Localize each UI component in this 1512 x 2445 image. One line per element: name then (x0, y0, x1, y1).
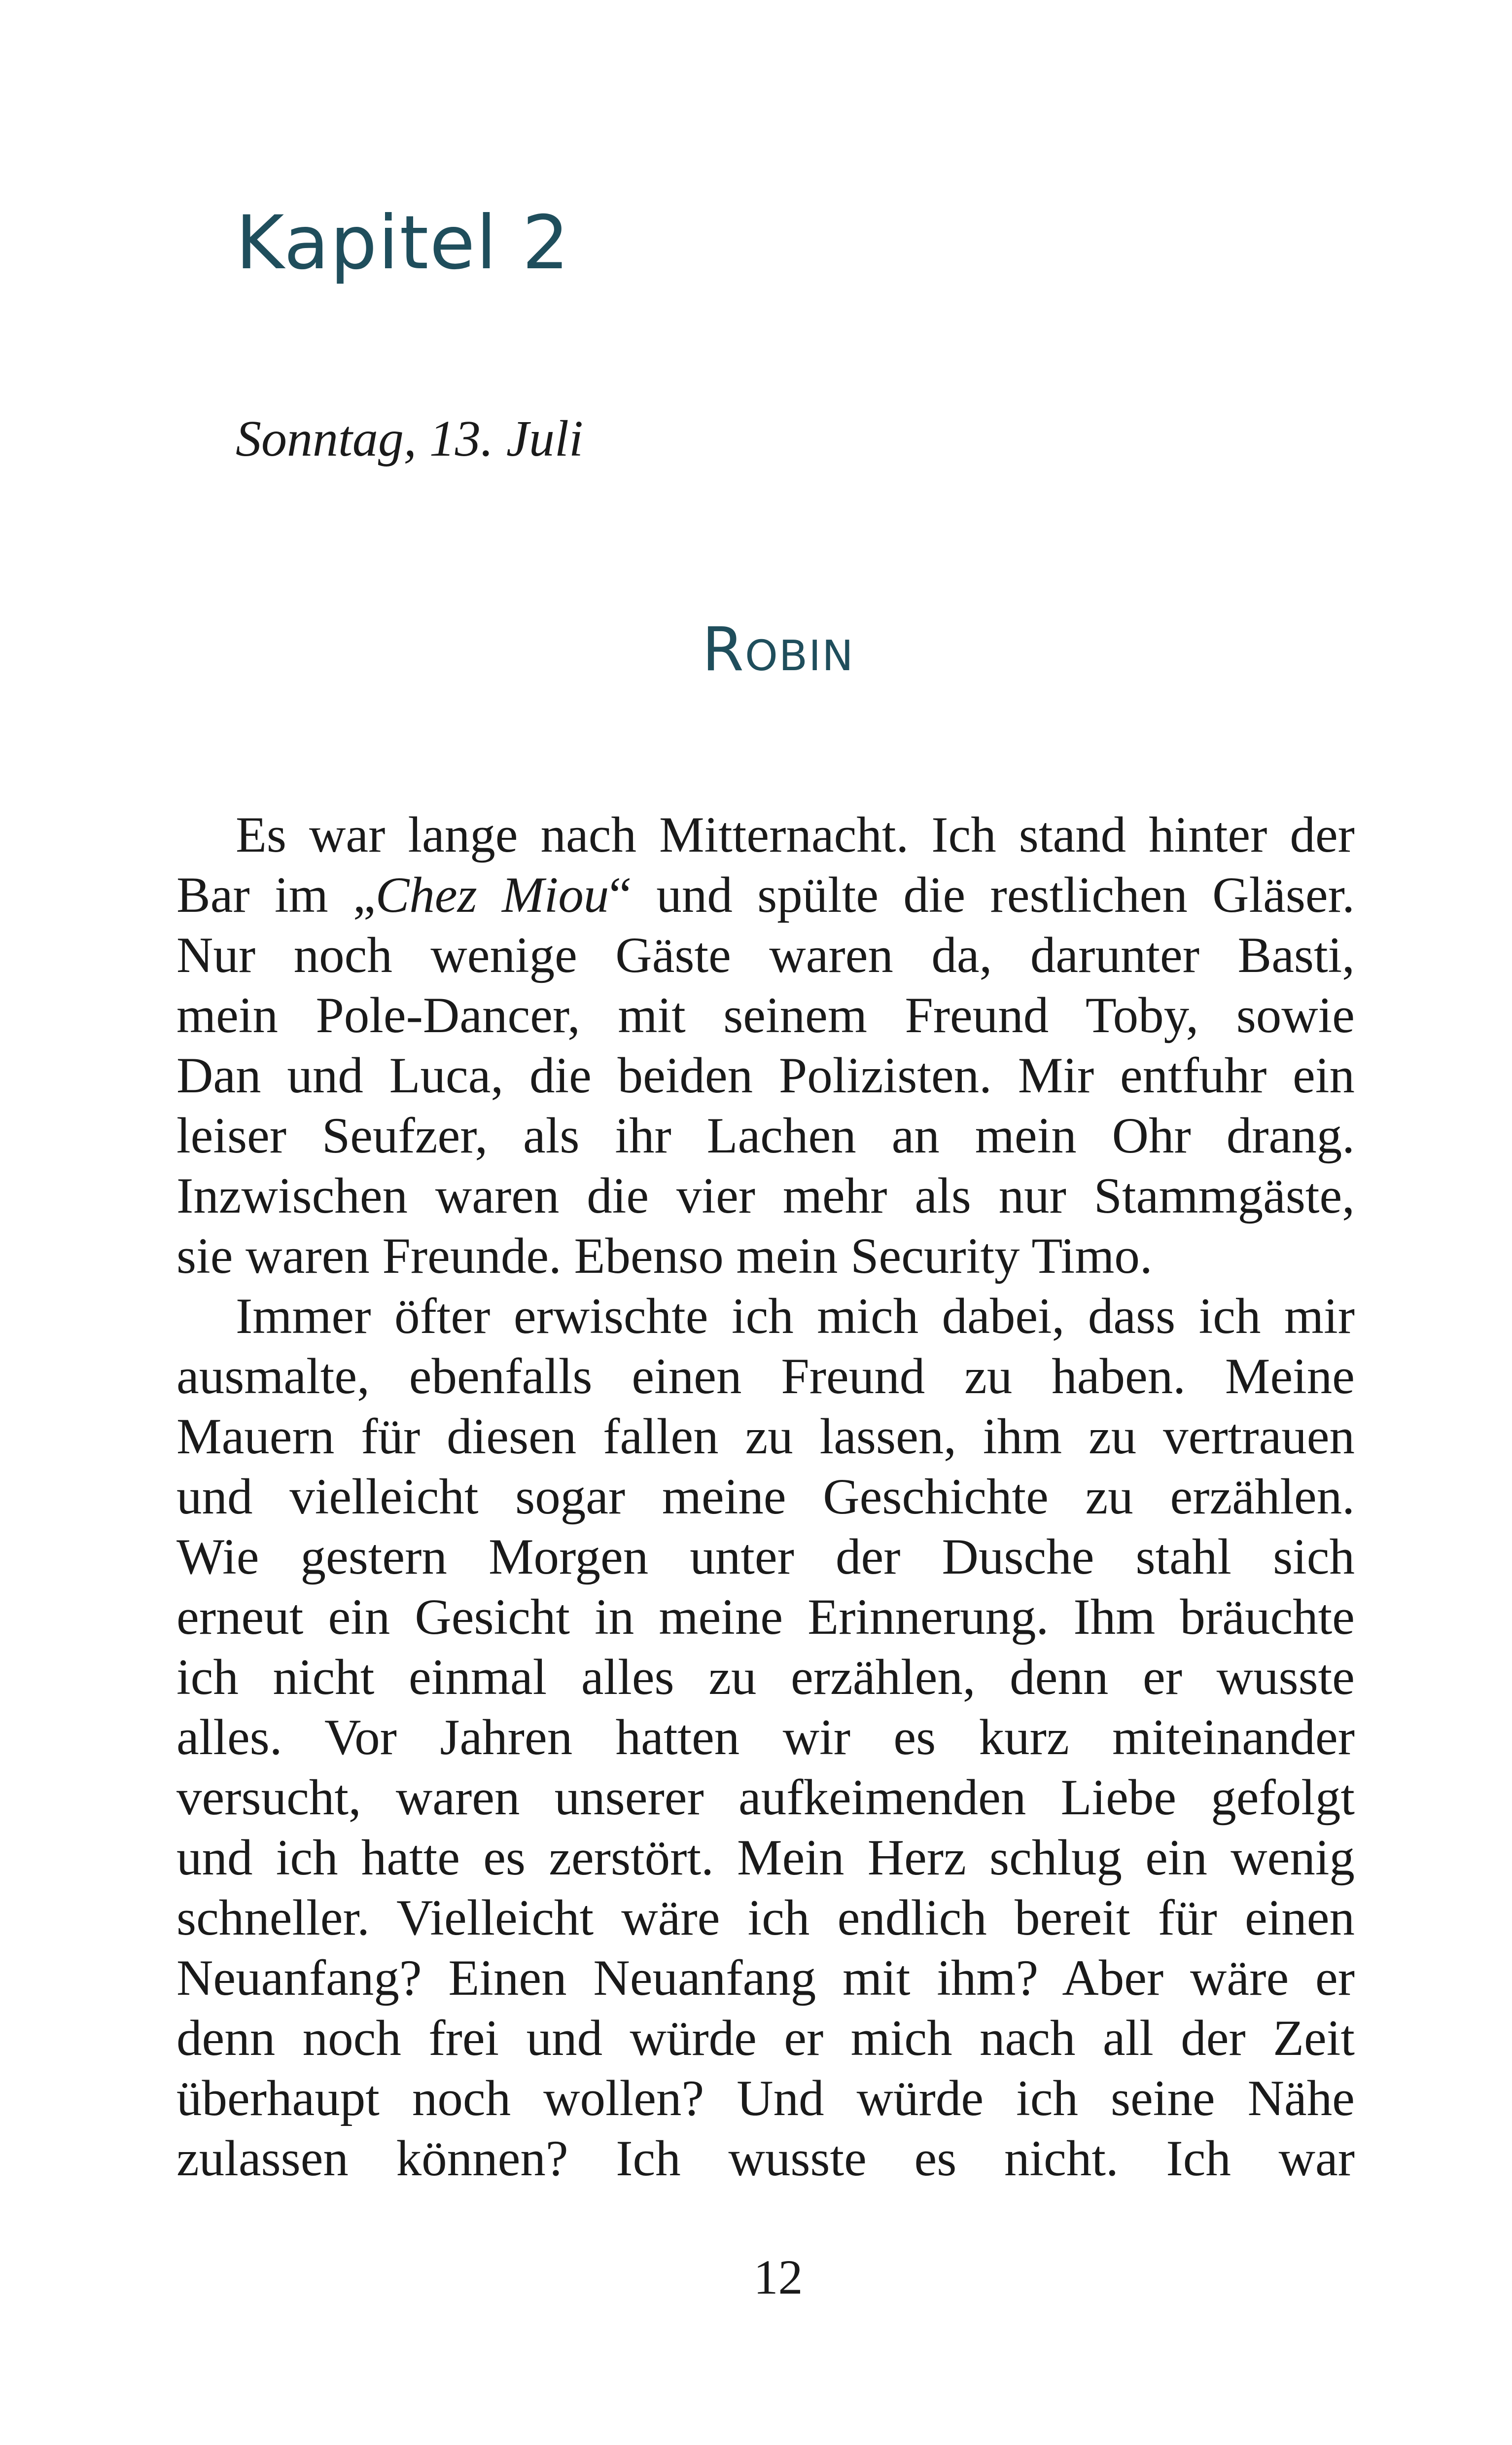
text-line: mein Pole-Dancer, mit seinem Freund Toby, sowie (176, 987, 1355, 1043)
text-line: zulassen können? Ich wusste es nicht. Ich war (176, 2130, 1355, 2187)
text-line: und vielleicht sogar meine Geschichte zu erzählen. (176, 1469, 1355, 1525)
text-line: erneut ein Gesicht in meine Erinnerung. Ihm bräuchte (176, 1589, 1355, 1645)
text-line: sie waren Freunde. Ebenso mein Security Timo. (176, 1228, 1153, 1284)
text-fragment: Bar im „ (176, 867, 376, 923)
text-fragment: “ und spülte die restlichen Gläser. (609, 867, 1355, 923)
text-line: versucht, waren unserer aufkeimenden Liebe gefolgt (176, 1769, 1355, 1826)
text-line: leiser Seufzer, als ihr Lachen an mein Ohr drang. (176, 1108, 1355, 1164)
body-text (176, 805, 1355, 2189)
text-line: schneller. Vielleicht wäre ich endlich bereit für einen (176, 1890, 1355, 1946)
text-line: Immer öfter erwischte ich mich dabei, dass ich mir (236, 1288, 1355, 1344)
text-line: überhaupt noch wollen? Und würde ich seine Nähe (176, 2070, 1355, 2126)
text-line: Inzwischen waren die vier mehr als nur Stammgäste, (176, 1168, 1355, 1224)
chapter-date: Sonntag, 13. Juli (236, 410, 583, 467)
text-line (176, 865, 1355, 925)
pov-heading: Robin (702, 614, 854, 684)
text-line: und ich hatte es zerstört. Mein Herz schlug ein wenig (176, 1830, 1355, 1886)
text-line: Dan und Luca, die beiden Polizisten. Mir entfuhr ein (176, 1047, 1355, 1104)
page-number: 12 (753, 2250, 803, 2304)
chapter-title: Kapitel 2 (236, 200, 570, 286)
text-line: Es war lange nach Mitternacht. Ich stand hinter der (236, 807, 1355, 863)
text-line: Wie gestern Morgen unter der Dusche stahl sich (176, 1529, 1355, 1585)
text-line: Neuanfang? Einen Neuanfang mit ihm? Aber wäre er (176, 1950, 1355, 2006)
text-line: ich nicht einmal alles zu erzählen, denn er wusste (176, 1649, 1355, 1705)
text-line: denn noch frei und würde er mich nach all der Zeit (176, 2010, 1355, 2066)
venue-name: Chez Miou (375, 867, 609, 923)
text-line: ausmalte, ebenfalls einen Freund zu haben. Meine (176, 1348, 1355, 1404)
text-line: Nur noch wenige Gäste waren da, darunter Basti, (176, 927, 1355, 983)
text-line: Mauern für diesen fallen zu lassen, ihm zu vertrauen (176, 1408, 1355, 1465)
text-line: alles. Vor Jahren hatten wir es kurz miteinander (176, 1709, 1355, 1765)
